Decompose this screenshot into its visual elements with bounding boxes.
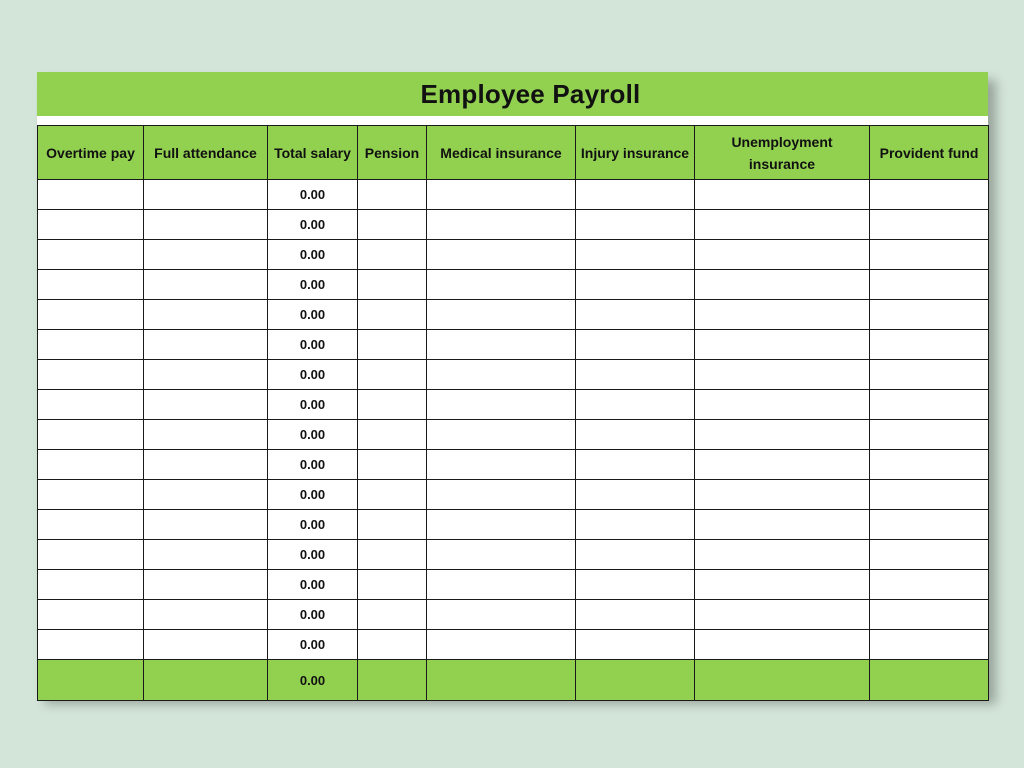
cell-pension[interactable] xyxy=(358,360,427,390)
cell-provident-fund[interactable] xyxy=(870,270,989,300)
total-cell-full-attendance[interactable] xyxy=(144,660,268,701)
table-row xyxy=(38,210,989,240)
cell-provident-fund[interactable] xyxy=(870,210,989,240)
cell-unemployment-insurance[interactable] xyxy=(695,390,870,420)
table-row xyxy=(38,540,989,570)
cell-total-salary[interactable]: 0.00 xyxy=(268,570,358,600)
cell-pension[interactable] xyxy=(358,330,427,360)
cell-provident-fund[interactable] xyxy=(870,360,989,390)
table-row xyxy=(38,330,989,360)
total-cell-medical-insurance[interactable] xyxy=(427,660,576,701)
payroll-sheet xyxy=(37,72,988,696)
cell-full-attendance[interactable] xyxy=(144,180,268,210)
cell-full-attendance[interactable] xyxy=(144,270,268,300)
cell-overtime-pay[interactable] xyxy=(38,510,144,540)
header-row xyxy=(38,126,989,180)
cell-unemployment-insurance[interactable] xyxy=(695,240,870,270)
cell-overtime-pay[interactable] xyxy=(38,540,144,570)
cell-total-salary[interactable]: 0.00 xyxy=(268,360,358,390)
cell-overtime-pay[interactable] xyxy=(38,420,144,450)
cell-injury-insurance[interactable] xyxy=(576,210,695,240)
cell-pension[interactable] xyxy=(358,540,427,570)
cell-full-attendance[interactable] xyxy=(144,210,268,240)
cell-total-salary[interactable]: 0.00 xyxy=(268,210,358,240)
cell-overtime-pay[interactable] xyxy=(38,360,144,390)
cell-total-salary[interactable]: 0.00 xyxy=(268,480,358,510)
cell-overtime-pay[interactable] xyxy=(38,180,144,210)
cell-injury-insurance[interactable] xyxy=(576,300,695,330)
cell-medical-insurance[interactable] xyxy=(427,240,576,270)
cell-full-attendance[interactable] xyxy=(144,570,268,600)
cell-provident-fund[interactable] xyxy=(870,540,989,570)
cell-total-salary[interactable]: 0.00 xyxy=(268,540,358,570)
cell-pension[interactable] xyxy=(358,600,427,630)
cell-full-attendance[interactable] xyxy=(144,540,268,570)
cell-provident-fund[interactable] xyxy=(870,240,989,270)
cell-injury-insurance[interactable] xyxy=(576,270,695,300)
header-unemployment-insurance: Unemployment insurance xyxy=(695,126,870,180)
cell-injury-insurance[interactable] xyxy=(576,480,695,510)
cell-overtime-pay[interactable] xyxy=(38,570,144,600)
cell-injury-insurance[interactable] xyxy=(576,240,695,270)
cell-injury-insurance[interactable] xyxy=(576,600,695,630)
header-injury-insurance: Injury insurance xyxy=(576,126,695,180)
cell-total-salary[interactable]: 0.00 xyxy=(268,420,358,450)
cell-provident-fund[interactable] xyxy=(870,600,989,630)
cell-pension[interactable] xyxy=(358,240,427,270)
cell-unemployment-insurance[interactable] xyxy=(695,540,870,570)
cell-provident-fund[interactable] xyxy=(870,510,989,540)
cell-unemployment-insurance[interactable] xyxy=(695,420,870,450)
cell-pension[interactable] xyxy=(358,180,427,210)
cell-provident-fund[interactable] xyxy=(870,630,989,660)
cell-full-attendance[interactable] xyxy=(144,480,268,510)
cell-full-attendance[interactable] xyxy=(144,390,268,420)
cell-provident-fund[interactable] xyxy=(870,450,989,480)
cell-unemployment-insurance[interactable] xyxy=(695,510,870,540)
table-row xyxy=(38,480,989,510)
cell-injury-insurance[interactable] xyxy=(576,390,695,420)
cell-full-attendance[interactable] xyxy=(144,360,268,390)
sheet-title: Employee Payroll xyxy=(420,78,641,109)
cell-injury-insurance[interactable] xyxy=(576,180,695,210)
cell-full-attendance[interactable] xyxy=(144,600,268,630)
cell-medical-insurance[interactable] xyxy=(427,390,576,420)
cell-injury-insurance[interactable] xyxy=(576,510,695,540)
cell-provident-fund[interactable] xyxy=(870,330,989,360)
total-cell-injury-insurance[interactable] xyxy=(576,660,695,701)
table-row xyxy=(38,600,989,630)
table-row xyxy=(38,420,989,450)
cell-pension[interactable] xyxy=(358,390,427,420)
cell-total-salary[interactable]: 0.00 xyxy=(268,240,358,270)
cell-unemployment-insurance[interactable] xyxy=(695,480,870,510)
cell-overtime-pay[interactable] xyxy=(38,210,144,240)
cell-unemployment-insurance[interactable] xyxy=(695,300,870,330)
cell-injury-insurance[interactable] xyxy=(576,450,695,480)
cell-unemployment-insurance[interactable] xyxy=(695,180,870,210)
table-row xyxy=(38,270,989,300)
cell-overtime-pay[interactable] xyxy=(38,270,144,300)
cell-medical-insurance[interactable] xyxy=(427,420,576,450)
totals-row xyxy=(38,660,989,701)
cell-overtime-pay[interactable] xyxy=(38,630,144,660)
cell-medical-insurance[interactable] xyxy=(427,270,576,300)
cell-total-salary[interactable]: 0.00 xyxy=(268,270,358,300)
cell-overtime-pay[interactable] xyxy=(38,300,144,330)
cell-pension[interactable] xyxy=(358,270,427,300)
cell-total-salary[interactable]: 0.00 xyxy=(268,390,358,420)
total-cell-total-salary[interactable]: 0.00 xyxy=(268,660,358,701)
total-cell-provident-fund[interactable] xyxy=(870,660,989,701)
cell-medical-insurance[interactable] xyxy=(427,330,576,360)
cell-medical-insurance[interactable] xyxy=(427,450,576,480)
cell-medical-insurance[interactable] xyxy=(427,360,576,390)
cell-full-attendance[interactable] xyxy=(144,330,268,360)
total-cell-pension[interactable] xyxy=(358,660,427,701)
cell-full-attendance[interactable] xyxy=(144,510,268,540)
cell-overtime-pay[interactable] xyxy=(38,240,144,270)
cell-overtime-pay[interactable] xyxy=(38,330,144,360)
cell-overtime-pay[interactable] xyxy=(38,600,144,630)
table-row xyxy=(38,570,989,600)
payroll-table xyxy=(37,125,989,701)
cell-full-attendance[interactable] xyxy=(144,420,268,450)
cell-full-attendance[interactable] xyxy=(144,240,268,270)
cell-unemployment-insurance[interactable] xyxy=(695,270,870,300)
cell-medical-insurance[interactable] xyxy=(427,600,576,630)
cell-overtime-pay[interactable] xyxy=(38,390,144,420)
cell-provident-fund[interactable] xyxy=(870,480,989,510)
cell-medical-insurance[interactable] xyxy=(427,510,576,540)
cell-pension[interactable] xyxy=(358,300,427,330)
table-row xyxy=(38,510,989,540)
total-cell-unemployment-insurance[interactable] xyxy=(695,660,870,701)
cell-full-attendance[interactable] xyxy=(144,450,268,480)
cell-unemployment-insurance[interactable] xyxy=(695,210,870,240)
title-bar xyxy=(37,72,988,116)
cell-total-salary[interactable]: 0.00 xyxy=(268,180,358,210)
cell-pension[interactable] xyxy=(358,570,427,600)
cell-total-salary[interactable]: 0.00 xyxy=(268,330,358,360)
cell-pension[interactable] xyxy=(358,420,427,450)
cell-provident-fund[interactable] xyxy=(870,390,989,420)
cell-injury-insurance[interactable] xyxy=(576,420,695,450)
cell-pension[interactable] xyxy=(358,630,427,660)
header-medical-insurance: Medical insurance xyxy=(427,126,576,180)
cell-total-salary[interactable]: 0.00 xyxy=(268,630,358,660)
cell-overtime-pay[interactable] xyxy=(38,450,144,480)
header-overtime-pay: Overtime pay xyxy=(38,126,144,180)
cell-pension[interactable] xyxy=(358,450,427,480)
cell-provident-fund[interactable] xyxy=(870,300,989,330)
cell-medical-insurance[interactable] xyxy=(427,300,576,330)
cell-injury-insurance[interactable] xyxy=(576,570,695,600)
table-row xyxy=(38,300,989,330)
table-row xyxy=(38,240,989,270)
cell-unemployment-insurance[interactable] xyxy=(695,600,870,630)
cell-pension[interactable] xyxy=(358,210,427,240)
header-total-salary: Total salary xyxy=(268,126,358,180)
cell-injury-insurance[interactable] xyxy=(576,540,695,570)
cell-medical-insurance[interactable] xyxy=(427,480,576,510)
cell-pension[interactable] xyxy=(358,480,427,510)
total-cell-overtime-pay[interactable] xyxy=(38,660,144,701)
cell-total-salary[interactable]: 0.00 xyxy=(268,450,358,480)
cell-medical-insurance[interactable] xyxy=(427,540,576,570)
cell-total-salary[interactable]: 0.00 xyxy=(268,300,358,330)
header-full-attendance: Full attendance xyxy=(144,126,268,180)
cell-full-attendance[interactable] xyxy=(144,630,268,660)
cell-provident-fund[interactable] xyxy=(870,570,989,600)
cell-medical-insurance[interactable] xyxy=(427,570,576,600)
cell-injury-insurance[interactable] xyxy=(576,330,695,360)
cell-unemployment-insurance[interactable] xyxy=(695,570,870,600)
table-row xyxy=(38,180,989,210)
cell-unemployment-insurance[interactable] xyxy=(695,330,870,360)
cell-overtime-pay[interactable] xyxy=(38,480,144,510)
table-row xyxy=(38,390,989,420)
header-pension: Pension xyxy=(358,126,427,180)
cell-unemployment-insurance[interactable] xyxy=(695,450,870,480)
title-gap xyxy=(37,116,988,125)
table-row xyxy=(38,630,989,660)
table-row xyxy=(38,360,989,390)
cell-pension[interactable] xyxy=(358,510,427,540)
cell-total-salary[interactable]: 0.00 xyxy=(268,510,358,540)
cell-provident-fund[interactable] xyxy=(870,420,989,450)
cell-full-attendance[interactable] xyxy=(144,300,268,330)
table-row xyxy=(38,450,989,480)
cell-unemployment-insurance[interactable] xyxy=(695,630,870,660)
cell-injury-insurance[interactable] xyxy=(576,360,695,390)
cell-medical-insurance[interactable] xyxy=(427,180,576,210)
cell-medical-insurance[interactable] xyxy=(427,630,576,660)
cell-provident-fund[interactable] xyxy=(870,180,989,210)
header-provident-fund: Provident fund xyxy=(870,126,989,180)
cell-total-salary[interactable]: 0.00 xyxy=(268,600,358,630)
cell-injury-insurance[interactable] xyxy=(576,630,695,660)
cell-unemployment-insurance[interactable] xyxy=(695,360,870,390)
cell-medical-insurance[interactable] xyxy=(427,210,576,240)
